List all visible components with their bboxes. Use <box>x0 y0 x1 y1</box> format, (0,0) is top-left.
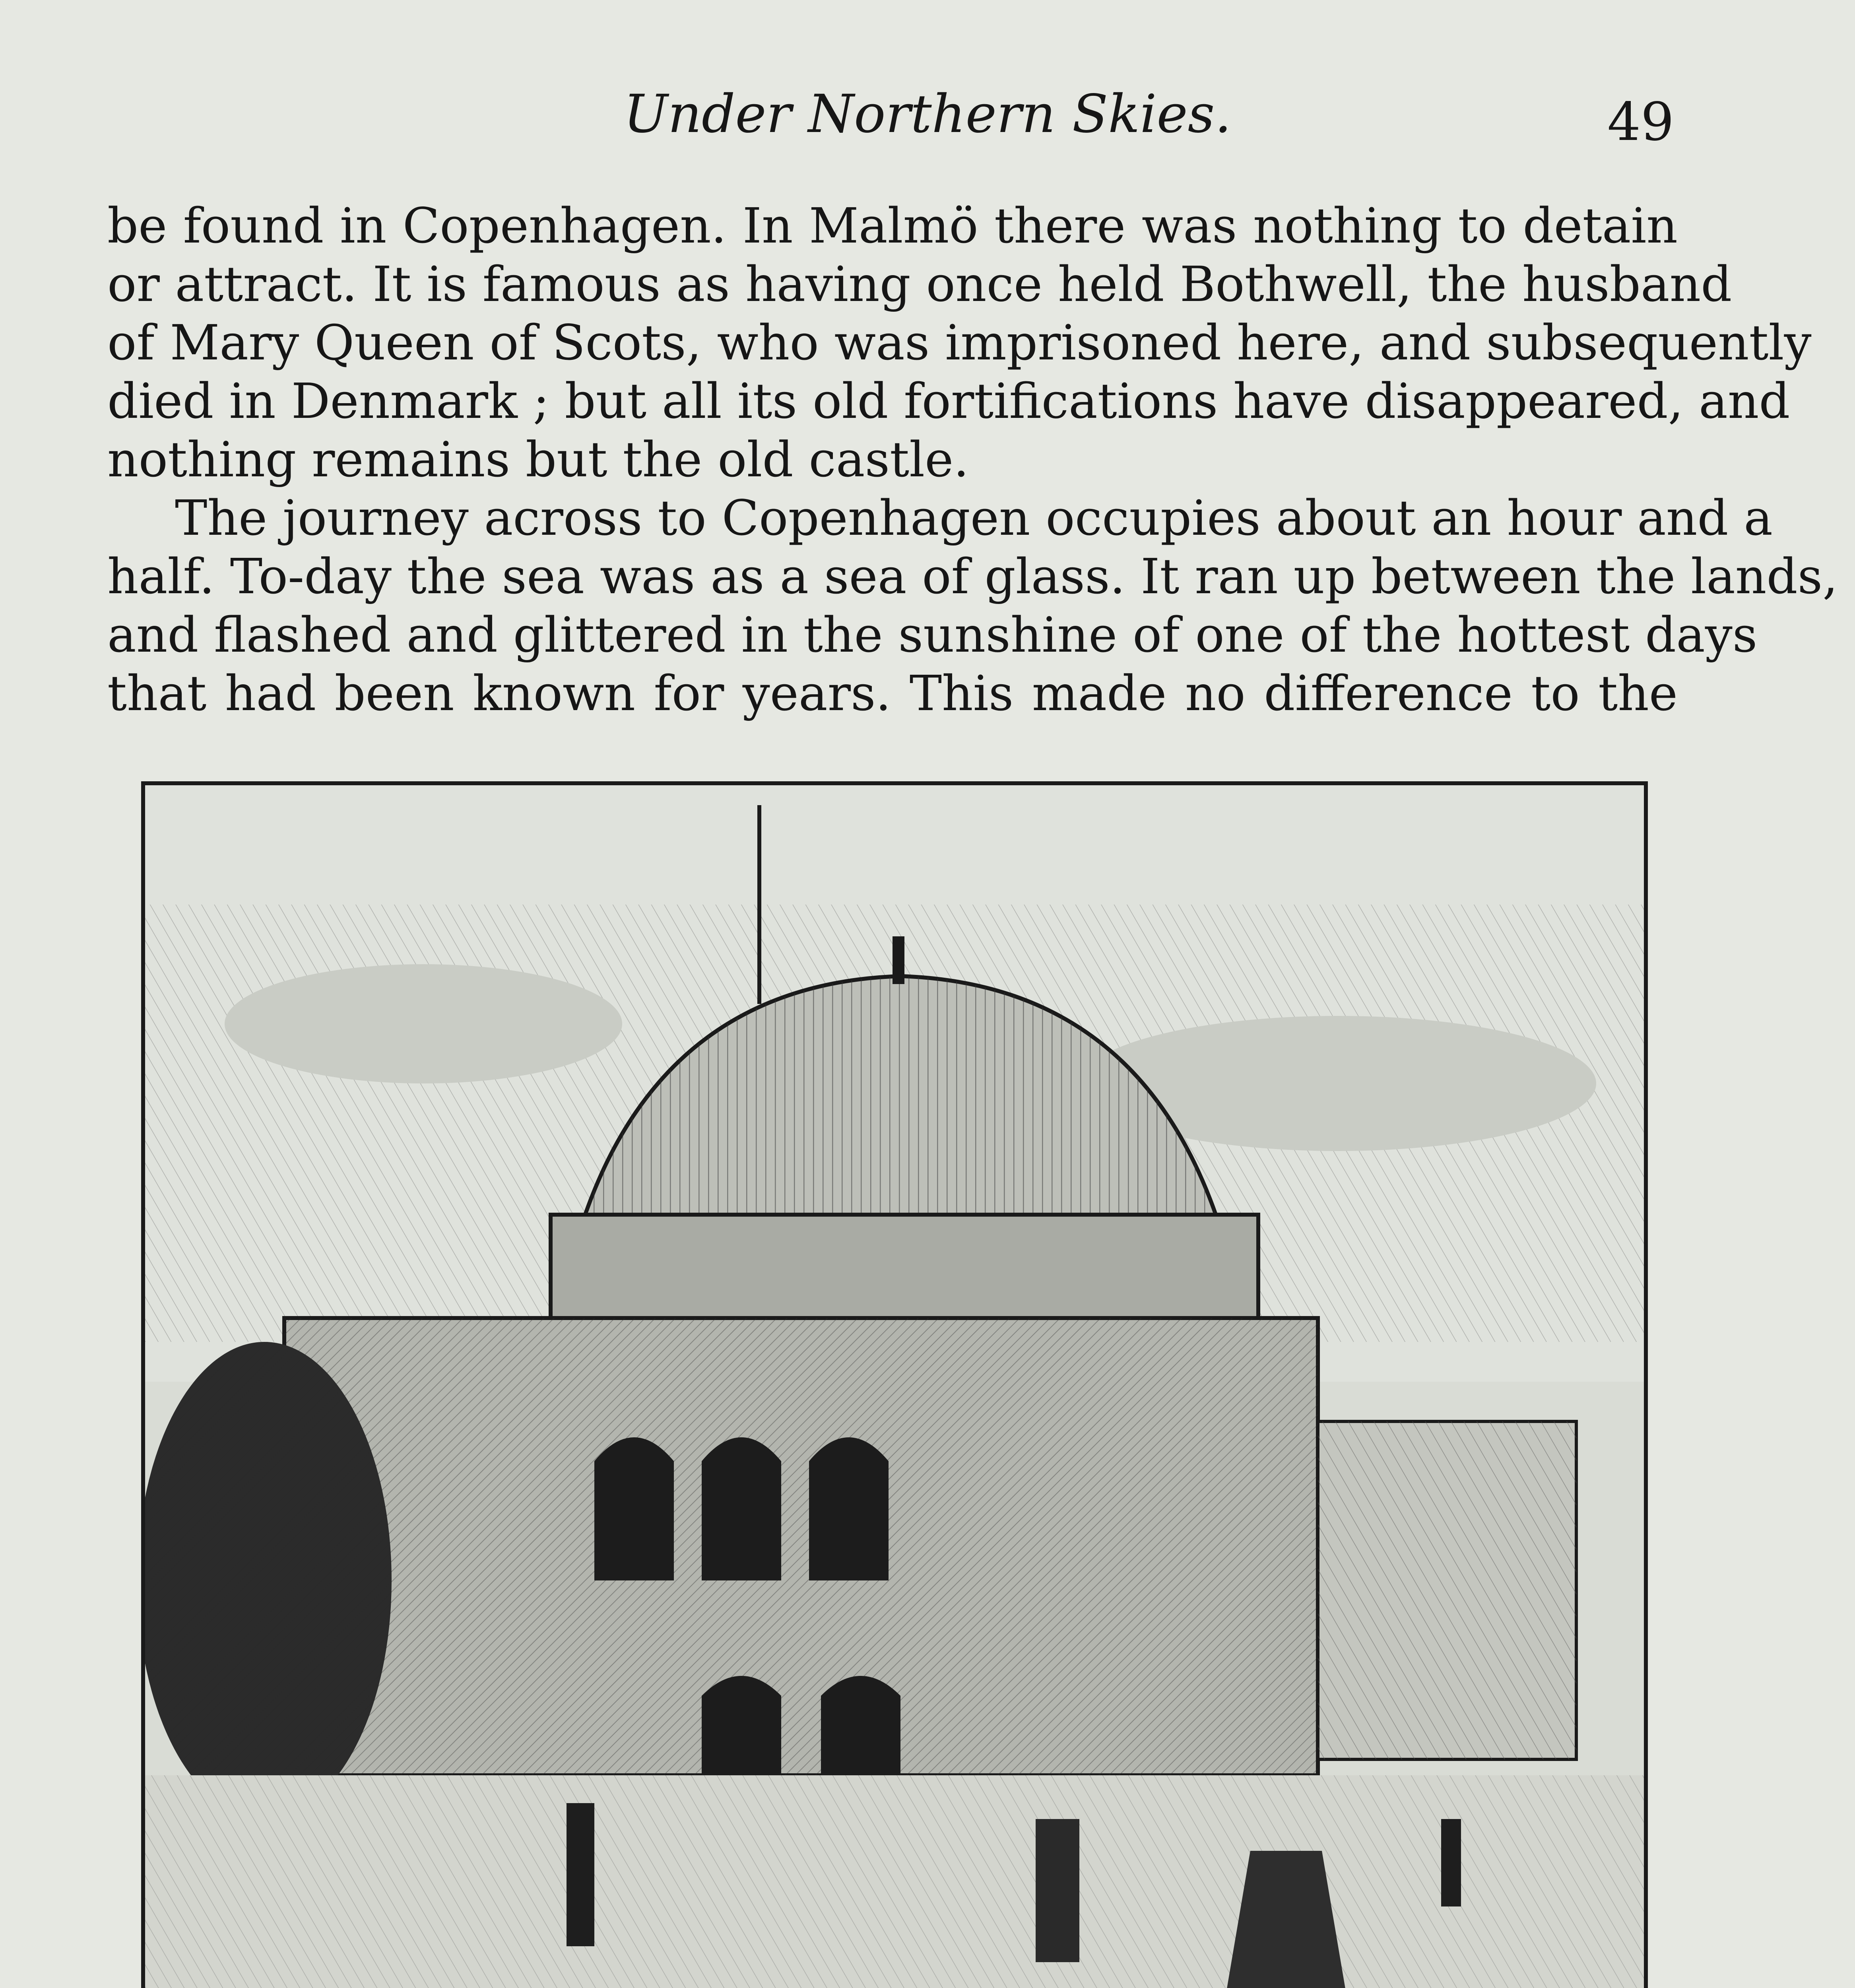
page-number: 49 <box>1607 91 1674 153</box>
text-line: died in Denmark ; but all its old fortifications have disappeared, and <box>107 373 1790 429</box>
text-line: half. To-day the sea was as a sea of glass. It ran up between the lands, <box>107 548 1838 605</box>
paragraph-1 <box>107 197 1812 489</box>
text-line: be found in Copenhagen. In Malmö there was nothing to detain <box>107 198 1678 254</box>
running-title: Under Northern Skies. <box>623 83 1232 145</box>
text-line: of Mary Queen of Scots, who was imprisoned here, and subsequently <box>107 315 1812 371</box>
paragraph-2 <box>107 489 1838 723</box>
text-line: or attract. It is famous as having once held Bothwell, the husband <box>107 256 1732 313</box>
text-line: nothing remains but the old castle. <box>107 431 969 488</box>
engraving-image <box>145 785 1644 1988</box>
illustration-theatre-royal <box>141 781 1648 1988</box>
text-line: that had been known for years. This made no difference to the <box>107 665 1678 722</box>
text-line: The journey across to Copenhagen occupies about an hour and a <box>175 490 1773 546</box>
text-line: and flashed and glittered in the sunshine of one of the hottest days <box>107 607 1758 663</box>
